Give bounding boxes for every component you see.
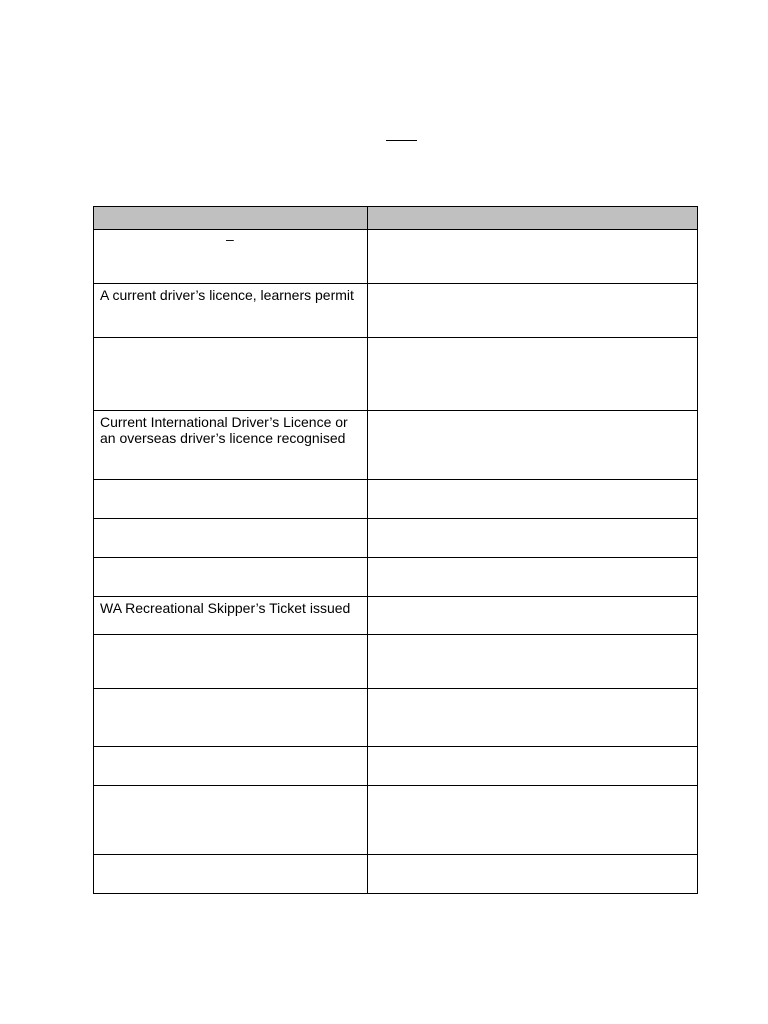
table-cell-left: [94, 855, 368, 894]
table-cell-left: WA Recreational Skipper’s Ticket issued: [94, 597, 368, 635]
table-cell-right: [368, 786, 698, 855]
table-cell-left: A current driver’s licence, learners permit: [94, 284, 368, 338]
table-header-cell-left: [94, 207, 368, 230]
document-table: [93, 206, 698, 894]
table-cell-right: [368, 597, 698, 635]
table-row: [94, 284, 698, 338]
table-row: [94, 786, 698, 855]
table-row: [94, 338, 698, 411]
table-cell-right: [368, 480, 698, 519]
table-row: [94, 747, 698, 786]
table-row: [94, 480, 698, 519]
table-row: [94, 230, 698, 284]
table-cell-left: [94, 558, 368, 597]
table-row: [94, 411, 698, 480]
table-cell-left: [94, 635, 368, 689]
table-row: [94, 635, 698, 689]
table-row: [94, 597, 698, 635]
table-cell-left: Current International Driver’s Licence or an overseas driver’s licence recognised: [94, 411, 368, 480]
table-cell-right: [368, 411, 698, 480]
table-cell-left: [94, 786, 368, 855]
table-cell-left: [94, 338, 368, 411]
table-cell-right: [368, 635, 698, 689]
table-cell-right: [368, 689, 698, 747]
table-cell-left: [94, 747, 368, 786]
table-cell-left: [94, 689, 368, 747]
table-cell-right: [368, 519, 698, 558]
table-cell-left: [94, 519, 368, 558]
title-underline: [386, 140, 417, 141]
table-cell-left: [94, 230, 368, 284]
table-row: [94, 855, 698, 894]
table-header-cell-right: [368, 207, 698, 230]
table-row: [94, 558, 698, 597]
table-cell-right: [368, 747, 698, 786]
dash-mark: –: [226, 231, 234, 247]
table-cell-right: [368, 284, 698, 338]
table-cell-right: [368, 558, 698, 597]
table-row: [94, 689, 698, 747]
table-cell-right: [368, 338, 698, 411]
table-header-row: [94, 207, 698, 230]
table-row: [94, 519, 698, 558]
table-cell-right: [368, 855, 698, 894]
table-cell-left: [94, 480, 368, 519]
